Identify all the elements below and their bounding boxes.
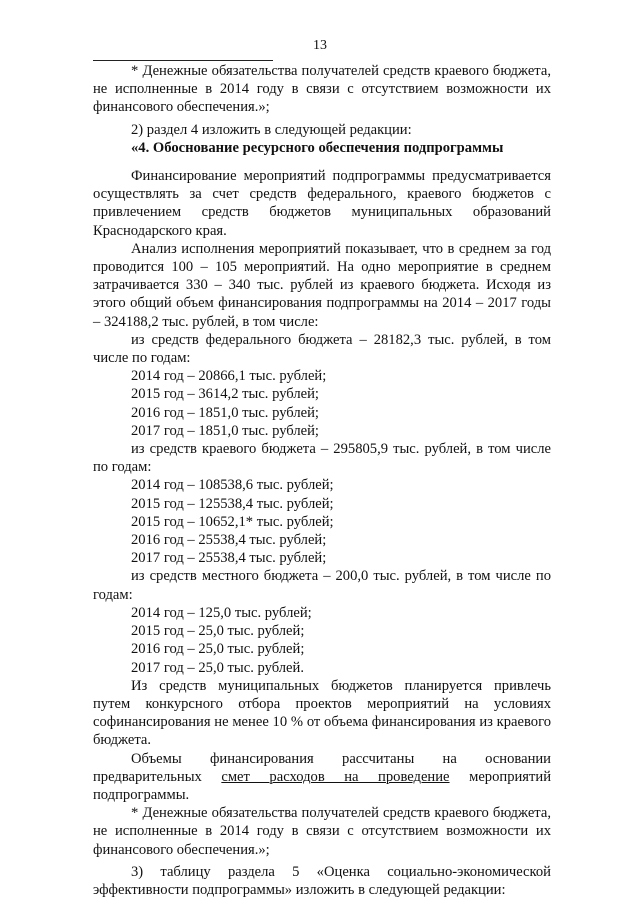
item-3: 3) таблицу раздела 5 «Оценка социально-экономической эффективности подпрограммы» изложить в следующей редакции: — [93, 863, 551, 898]
volumes-text-end: мероприятий подпрограммы. — [93, 768, 552, 803]
local-year: 2014 год – 125,0 тыс. рублей; — [131, 604, 312, 621]
federal-year: 2016 год – 1851,0 тыс. рублей; — [131, 404, 319, 421]
footnote-top: * Денежные обязательства получателей средств краевого бюджета, не исполненные в 2014 году в связи с отсутствием возможности их финансового обеспечения.»; — [93, 63, 551, 116]
federal-year: 2015 год – 3614,2 тыс. рублей; — [131, 386, 319, 403]
federal-year: 2014 год – 20866,1 тыс. рублей; — [131, 368, 327, 385]
regional-intro: из средств краевого бюджета – 295805,9 тыс. рублей, в том числе по годам: — [93, 441, 551, 476]
local-year: 2016 год – 25,0 тыс. рублей; — [131, 641, 305, 658]
regional-year: 2015 год – 10652,1* тыс. рублей; — [131, 513, 334, 530]
regional-year: 2015 год – 125538,4 тыс. рублей; — [131, 495, 334, 512]
paragraph-analysis: Анализ исполнения мероприятий показывает, что в среднем за год проводится 100 – 105 мероприятий. На одно мероприятие в среднем затрачивается 330 – 340 тыс. рублей из краевого бюджета. Исходя из этого общий объем финансирования подпрограммы на 2014 – 2017 годы – 324188,2 тыс. рублей, в том числе: — [93, 240, 551, 330]
federal-intro: из средств федерального бюджета – 28182,3 тыс. рублей, в том числе по годам: — [93, 331, 551, 367]
regional-year: 2014 год – 108538,6 тыс. рублей; — [131, 477, 334, 494]
paragraph-municipal: Из средств муниципальных бюджетов планируется привлечь путем конкурсного отбора проектов мероприятий на условиях софинансирования не менее 10 % от объема финансирования из краевого бюджета. — [93, 677, 551, 749]
paragraph-volumes — [93, 750, 551, 805]
regional-year: 2017 год – 25538,4 тыс. рублей; — [131, 550, 327, 567]
paragraph-financing: Финансирование мероприятий подпрограммы предусматривается осуществлять за счет средств федерального, краевого бюджетов с привлечением средств бюджетов муниципальных образований Краснодарского края. — [93, 168, 551, 239]
volumes-underlined: смет расходов на проведение — [221, 768, 450, 785]
item-2: 2) раздел 4 изложить в следующей редакции: — [131, 121, 412, 138]
regional-year: 2016 год – 25538,4 тыс. рублей; — [131, 532, 327, 549]
footnote-bottom: * Денежные обязательства получателей средств краевого бюджета, не исполненные в 2014 году в связи с отсутствием возможности их финансового обеспечения.»; — [93, 805, 551, 858]
federal-year: 2017 год – 1851,0 тыс. рублей; — [131, 422, 319, 439]
page-body — [93, 62, 551, 899]
section-title: «4. Обоснование ресурсного обеспечения подпрограммы — [131, 139, 504, 156]
local-year: 2017 год – 25,0 тыс. рублей. — [131, 659, 304, 676]
local-intro: из средств местного бюджета – 200,0 тыс. рублей, в том числе по годам: — [93, 568, 551, 603]
page-number: 13 — [313, 38, 327, 53]
local-year: 2015 год – 25,0 тыс. рублей; — [131, 623, 305, 640]
footnote-separator — [93, 60, 273, 61]
volumes-text-start: Объемы финансирования рассчитаны на основании предварительных — [93, 750, 551, 785]
